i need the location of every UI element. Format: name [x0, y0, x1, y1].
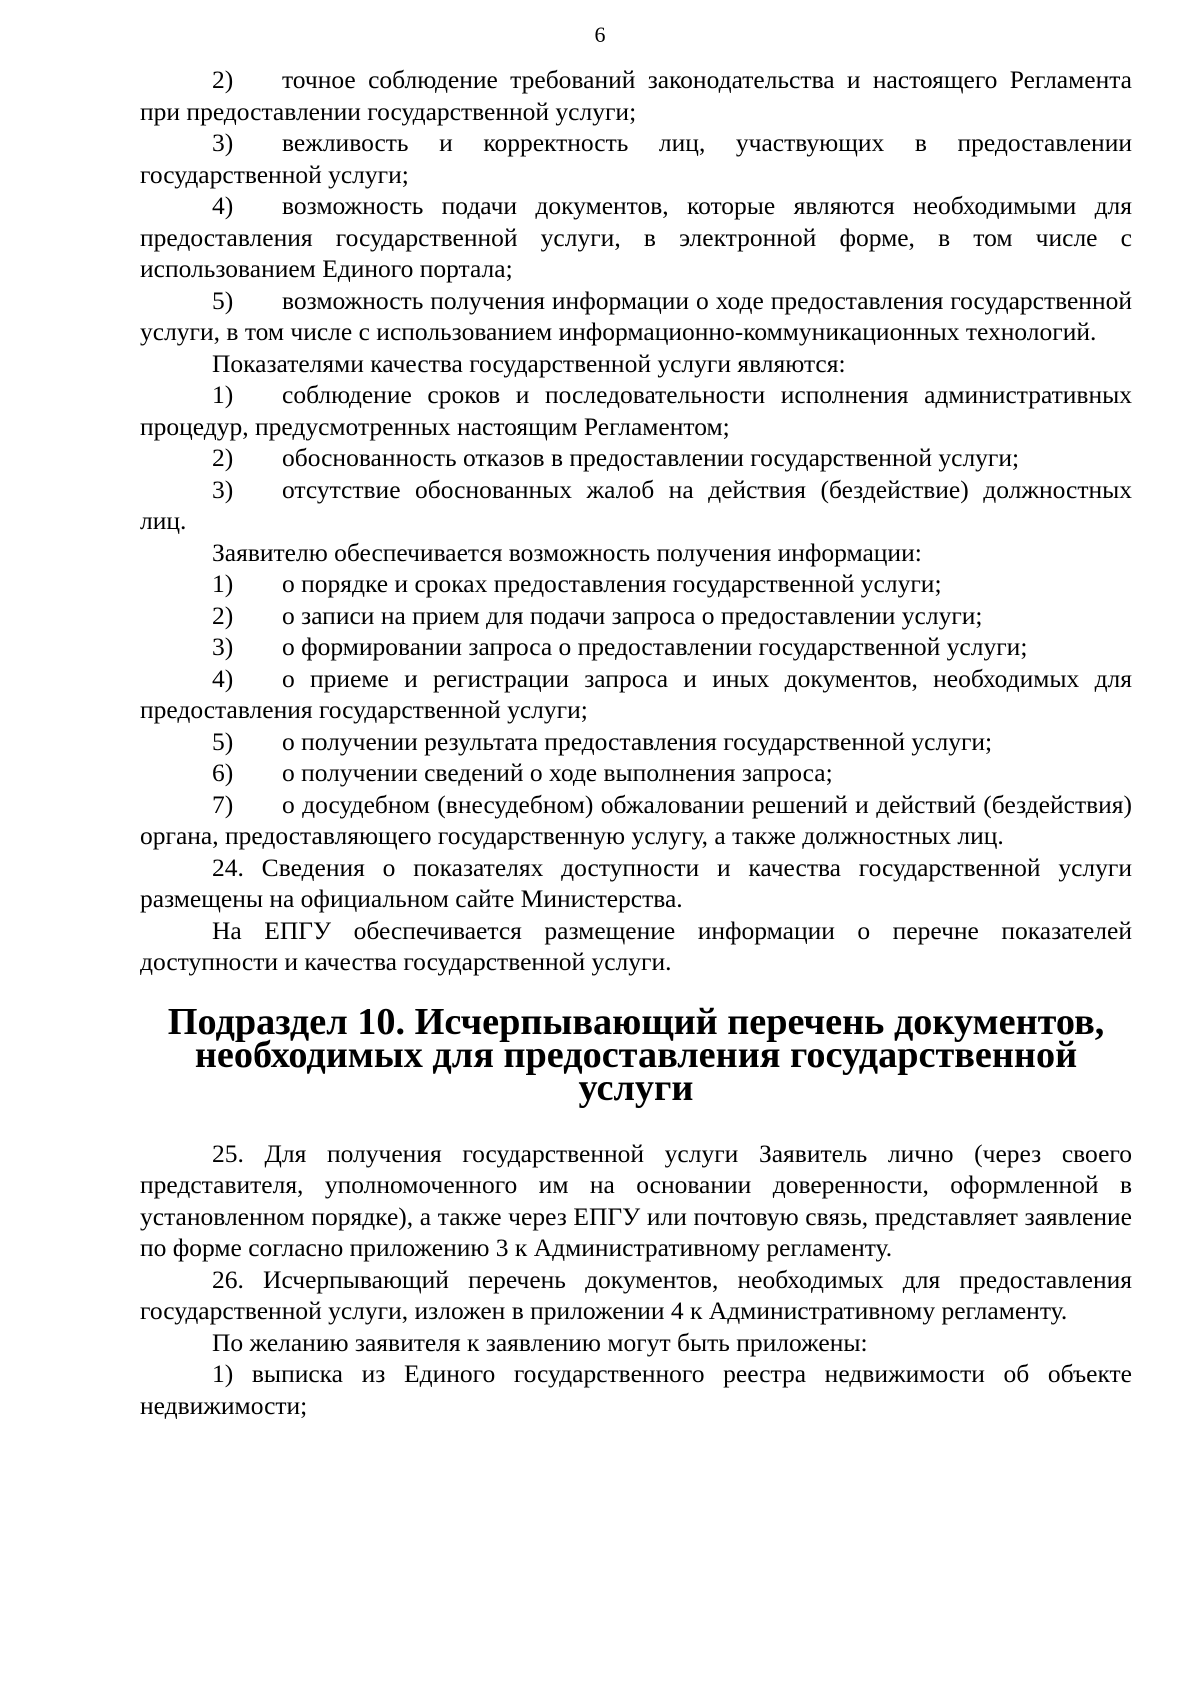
- item-text: о досудебном (внесудебном) обжаловании решений и действий (бездействия) органа, предоставляющего государственную услугу, а также должностных лиц.: [140, 789, 1132, 850]
- list-item: [140, 127, 1132, 190]
- list-item: [140, 663, 1132, 726]
- item-number: 6): [212, 758, 234, 787]
- item-number: 3): [212, 128, 234, 157]
- paragraph-26: 26. Исчерпывающий перечень документов, необходимых для предоставления государственной услуги, изложен в приложении 4 к Административному регламенту.: [140, 1264, 1132, 1325]
- paragraph-25: 25. Для получения государственной услуги Заявитель лично (через своего представителя, уполномоченного им на основании доверенности, оформленной в установленном порядке), а также через ЕПГУ или почтовую связь, представляет заявление по форме согласно приложению 3 к Административному регламенту.: [140, 1138, 1132, 1262]
- item-number: 1): [212, 380, 234, 409]
- list-item: [140, 631, 1132, 663]
- list-item: [140, 442, 1132, 474]
- item-number: 5): [212, 285, 234, 315]
- list-item: [140, 64, 1132, 127]
- list-item: [140, 600, 1132, 632]
- item-text: возможность получения информации о ходе предоставления государственной услуги, в том числе с использованием информационно-коммуникационных технологий.: [140, 285, 1132, 346]
- paragraph-24: 24. Сведения о показателях доступности и качества государственной услуги размещены на официальном сайте Министерства.: [140, 852, 1132, 913]
- item-text: о записи на прием для подачи запроса о предоставлении услуги;: [282, 600, 983, 630]
- item-number: 2): [212, 443, 234, 472]
- quality-intro: Показателями качества государственной услуги являются:: [212, 348, 846, 378]
- item-text: о приеме и регистрации запроса и иных документов, необходимых для предоставления государственной услуги;: [140, 663, 1132, 724]
- item-number: 2): [212, 600, 234, 630]
- list-item: [140, 190, 1132, 285]
- info-intro: Заявителю обеспечивается возможность получения информации:: [212, 537, 922, 567]
- item-number: 4): [212, 663, 234, 693]
- item-text: о получении сведений о ходе выполнения запроса;: [282, 758, 833, 787]
- item-number: 1): [212, 569, 234, 598]
- item-number: 4): [212, 191, 234, 220]
- page-number: 6: [594, 22, 606, 47]
- item-number: 2): [212, 65, 234, 94]
- item-text: точное соблюдение требований законодательства и настоящего Регламента при предоставлении государственной услуги;: [140, 65, 1132, 126]
- list-item: [140, 285, 1132, 348]
- item-text: вежливость и корректность лиц, участвующих в предоставлении государственной услуги;: [140, 128, 1132, 189]
- item-text: соблюдение сроков и последовательности исполнения административных процедур, предусмотренных настоящим Регламентом;: [140, 380, 1132, 441]
- section-heading: [140, 1000, 1132, 1109]
- item-number: 5): [212, 726, 234, 756]
- item-text: возможность подачи документов, которые являются необходимыми для предоставления государственной услуги, в электронной форме, в том числе с использованием Единого портала;: [140, 191, 1132, 283]
- list-item: [140, 757, 1132, 789]
- item-text: о формировании запроса о предоставлении государственной услуги;: [282, 632, 1028, 661]
- list-item: [140, 379, 1132, 442]
- optional-item-1: 1) выписка из Единого государственного реестра недвижимости об объекте недвижимости;: [140, 1359, 1132, 1420]
- item-text: о порядке и сроках предоставления государственной услуги;: [282, 569, 942, 598]
- item-number: 3): [212, 474, 234, 504]
- item-text: о получении результата предоставления государственной услуги;: [282, 726, 993, 756]
- paragraph-epgu: На ЕПГУ обеспечивается размещение информации о перечне показателей доступности и качества государственной услуги.: [140, 915, 1132, 976]
- list-item: [140, 474, 1132, 537]
- item-text: отсутствие обоснованных жалоб на действия (бездействие) должностных лиц.: [140, 474, 1132, 535]
- heading-line-2: необходимых для предоставления государственной услуги: [194, 1033, 1078, 1109]
- item-text: обоснованность отказов в предоставлении государственной услуги;: [282, 443, 1020, 472]
- document-body: [140, 64, 1132, 1421]
- list-item: [140, 568, 1132, 600]
- item-number: 3): [212, 632, 234, 661]
- item-number: 7): [212, 789, 234, 819]
- list-item: [140, 789, 1132, 852]
- paragraph-optional-intro: По желанию заявителя к заявлению могут быть приложены:: [212, 1327, 868, 1357]
- heading-line-1: Подраздел 10. Исчерпывающий перечень документов,: [167, 1000, 1105, 1043]
- list-item: [140, 726, 1132, 758]
